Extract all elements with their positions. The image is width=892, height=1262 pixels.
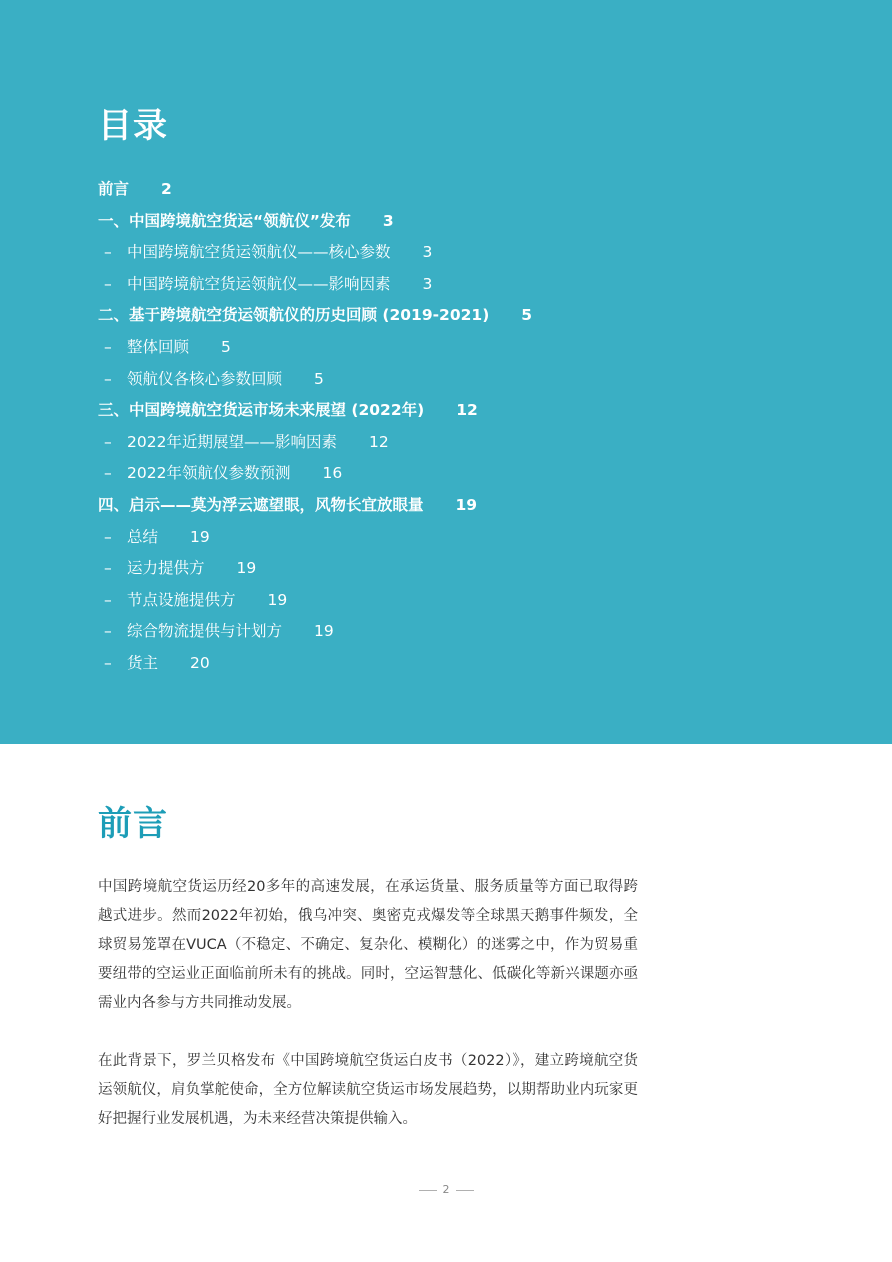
toc-entry[interactable] xyxy=(98,269,818,301)
toc-entry-page: 2 xyxy=(161,180,172,198)
toc-entry-dash: – xyxy=(104,369,112,388)
toc-entry-page: 3 xyxy=(422,274,433,293)
preface-paragraph-2: 在此背景下，罗兰贝格发布《中国跨境航空货运白皮书（2022）》，建立跨境航空货运领航仪，肩负掌舵使命，全方位解读航空货运市场发展趋势，以期帮助业内玩家更好把握行业发展机遇，为未来经营决策提供输入。 xyxy=(98,1053,638,1127)
toc-entry[interactable] xyxy=(98,427,818,459)
toc-entry-page: 19 xyxy=(267,590,288,609)
toc-entry-dash: – xyxy=(104,464,112,483)
toc-entry-text: 综合物流提供与计划方 xyxy=(127,622,283,641)
toc-entry-text: 整体回顾 xyxy=(127,337,190,356)
toc-entry[interactable] xyxy=(98,490,818,522)
toc-entry-dash: – xyxy=(104,243,112,262)
toc-entry[interactable] xyxy=(98,332,818,364)
toc-entry-text: 前言 xyxy=(98,180,130,198)
toc-title: 目录 xyxy=(98,106,168,146)
toc-entry-text: 货主 xyxy=(127,653,159,672)
toc-entry[interactable] xyxy=(98,585,818,617)
toc-entry-page: 12 xyxy=(368,432,389,451)
toc-entry-page: 5 xyxy=(314,369,324,388)
toc-entry-page: 12 xyxy=(456,401,478,420)
toc-entry-text: 运力提供方 xyxy=(127,559,205,578)
toc-entry-text: 二、基于跨境航空货运领航仪的历史回顾 (2019-2021) xyxy=(98,306,490,325)
preface-paragraph-1: 中国跨境航空货运历经20多年的高速发展，在承运货量、服务质量等方面已取得跨越式进步。然而2022年初始，俄乌冲突、奥密克戎爆发等全球黑天鹅事件频发，全球贸易笼罩在VUCA（不稳定、不确定、复杂化、模糊化）的迷雾之中，作为贸易重要纽带的空运业正面临前所未有的挑战。同时，空运智慧化、低碳化等新兴课题亦亟需业内各参与方共同推动发展。 xyxy=(98,879,638,1011)
toc-entry[interactable] xyxy=(98,174,818,206)
toc-entry-page: 5 xyxy=(221,337,231,356)
toc-entry-page: 19 xyxy=(190,527,210,546)
preface-title: 前言 xyxy=(98,804,168,844)
toc-entry-page: 5 xyxy=(521,306,533,325)
toc-entry[interactable] xyxy=(98,395,818,427)
toc-entry-page: 20 xyxy=(190,653,210,672)
toc-entry[interactable] xyxy=(98,300,818,332)
preface-body xyxy=(98,873,638,1134)
toc-entry-text: 三、中国跨境航空货运市场未来展望 (2022年) xyxy=(98,401,425,420)
toc-entry-text: 2022年近期展望——影响因素 xyxy=(127,432,337,451)
toc-list xyxy=(98,174,818,680)
toc-entry-text: 总结 xyxy=(127,527,159,546)
toc-entry-page: 19 xyxy=(455,495,478,514)
toc-entry[interactable] xyxy=(98,206,818,238)
toc-entry-text: 中国跨境航空货运领航仪——核心参数 xyxy=(127,243,391,262)
toc-entry-text: 四、启示——莫为浮云遮望眼，风物长宜放眼量 xyxy=(98,495,424,514)
toc-entry[interactable] xyxy=(98,364,818,396)
footer-left-rule xyxy=(419,1190,437,1191)
toc-entry-page: 3 xyxy=(382,211,394,230)
toc-entry[interactable] xyxy=(98,553,818,585)
toc-entry-dash: – xyxy=(104,527,112,546)
toc-entry-text: 一、中国跨境航空货运“领航仪”发布 xyxy=(98,211,351,230)
toc-entry-page: 16 xyxy=(322,464,343,483)
footer-right-rule xyxy=(456,1190,474,1191)
toc-entry-text: 领航仪各核心参数回顾 xyxy=(127,369,283,388)
toc-entry-text: 2022年领航仪参数预测 xyxy=(127,464,291,483)
toc-entry[interactable] xyxy=(98,616,818,648)
toc-entry-dash: – xyxy=(104,653,112,672)
toc-entry-dash: – xyxy=(104,274,112,293)
toc-entry[interactable] xyxy=(98,458,818,490)
toc-entry[interactable] xyxy=(98,237,818,269)
toc-entry-page: 19 xyxy=(314,622,334,641)
toc-entry-text: 节点设施提供方 xyxy=(127,590,236,609)
toc-entry-text: 中国跨境航空货运领航仪——影响因素 xyxy=(127,274,391,293)
toc-entry-dash: – xyxy=(104,432,112,451)
page-number: 2 xyxy=(442,1183,450,1196)
toc-entry[interactable] xyxy=(98,522,818,554)
toc-entry-dash: – xyxy=(104,337,112,356)
toc-entry-page: 19 xyxy=(236,559,257,578)
toc-entry-dash: – xyxy=(104,622,112,641)
toc-entry-dash: – xyxy=(104,590,112,609)
toc-entry[interactable] xyxy=(98,648,818,680)
page-footer xyxy=(0,1180,892,1200)
toc-entry-dash: – xyxy=(104,559,112,578)
toc-entry-page: 3 xyxy=(422,243,433,262)
